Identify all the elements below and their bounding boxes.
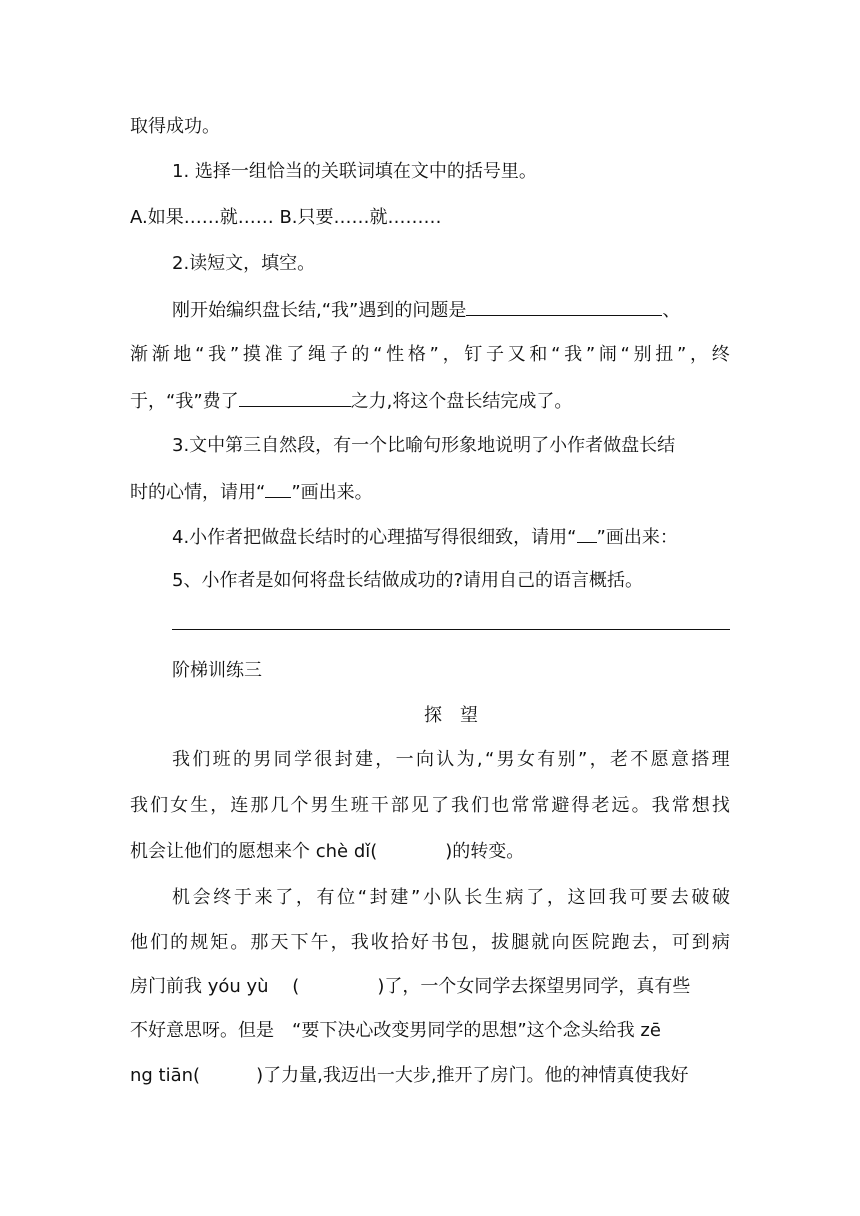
answer-blank[interactable] [239,386,351,407]
underline-mark [265,477,291,498]
answer-blank[interactable] [466,295,662,316]
question-4 [172,522,678,550]
question-2: 2.读短文，填空。 [172,253,316,274]
text-line [130,477,373,505]
text-line: 机 会 终 于 来 了 ， 有 位 “ 封 建 ” 小 队 长 生 病 了 ， 这 回 我 可 要 去 破 破 [172,887,730,908]
fill-text: 时的心情，请用“ [130,482,266,503]
fill-text: 机会让他们的愿想来个 chè dǐ( [130,841,378,862]
fill-text: 4.小作者把做盘长结时的心理描写得很细致，请用“ [172,527,577,548]
fill-text: 房门前我 yóu yù ( [130,976,300,997]
fill-text: 于，“我”费了 [130,391,239,412]
question-3: 3.文中第三自然段，有一个比喻句形象地说明了小作者做盘长结 [172,435,676,456]
section-heading: 阶梯训练三 [172,660,262,681]
article-title: 探 望 [424,705,478,726]
underline-mark [577,522,597,543]
text-line [130,973,690,1001]
options-line: A.如果……就…… B.只要……就……… [130,207,442,228]
text-line [130,838,524,866]
fill-text: 刚开始编织盘长结,“我”遇到的问题是 [172,300,467,321]
fill-text: ”画出来。 [291,482,373,503]
fill-line-2 [130,386,572,414]
text-line: 他 们 的 规 矩 。 那 天 下 午 ， 我 收 拾 好 书 包 ， 拔 腿 就 向 医 院 跑 去 ， 可 到 病 [130,932,730,953]
fill-text: ng tiān( [130,1065,201,1086]
text-line: 我 们 女 生 ， 连 那 几 个 男 生 班 干 部 见 了 我 们 也 常 常 避 得 老 远 。 我 常 想 找 [130,795,730,816]
text-line [130,1062,689,1090]
fill-text: 、 [662,300,681,321]
text-line: 不好意思呀。但是 “要下决心改变男同学的思想”这个念头给我 zē [130,1020,661,1041]
fill-text: 之力,将这个盘长结完成了。 [350,391,573,412]
text-line: 我 们 班 的 男 同 学 很 封 建 ， 一 向 认 为 , “ 男 女 有 别 ” ， 老 不 愿 意 搭 理 [172,749,730,770]
text-line: 渐 渐 地 “ 我 ” 摸 准 了 绳 子 的 “ 性 格 ” ， 钉 子 又 和 “ 我 ” 闹 “ 别 扭 ” ， 终 [130,344,730,365]
answer-line[interactable] [172,629,730,630]
question-5: 5、小作者是如何将盘长结做成功的?请用自己的语言概括。 [172,570,644,591]
question-1: 1. 选择一组恰当的关联词填在文中的括号里。 [172,161,537,182]
fill-text: )了，一个女同学去探望男同学，真有些 [377,976,691,997]
text-line: 取得成功。 [130,116,220,137]
fill-line-1 [172,295,680,323]
fill-text: ”画出来： [596,527,678,548]
fill-text: )的转变。 [445,841,525,862]
fill-text: )了力量,我迈出一大步,推开了房门。他的神情真使我好 [256,1065,689,1086]
